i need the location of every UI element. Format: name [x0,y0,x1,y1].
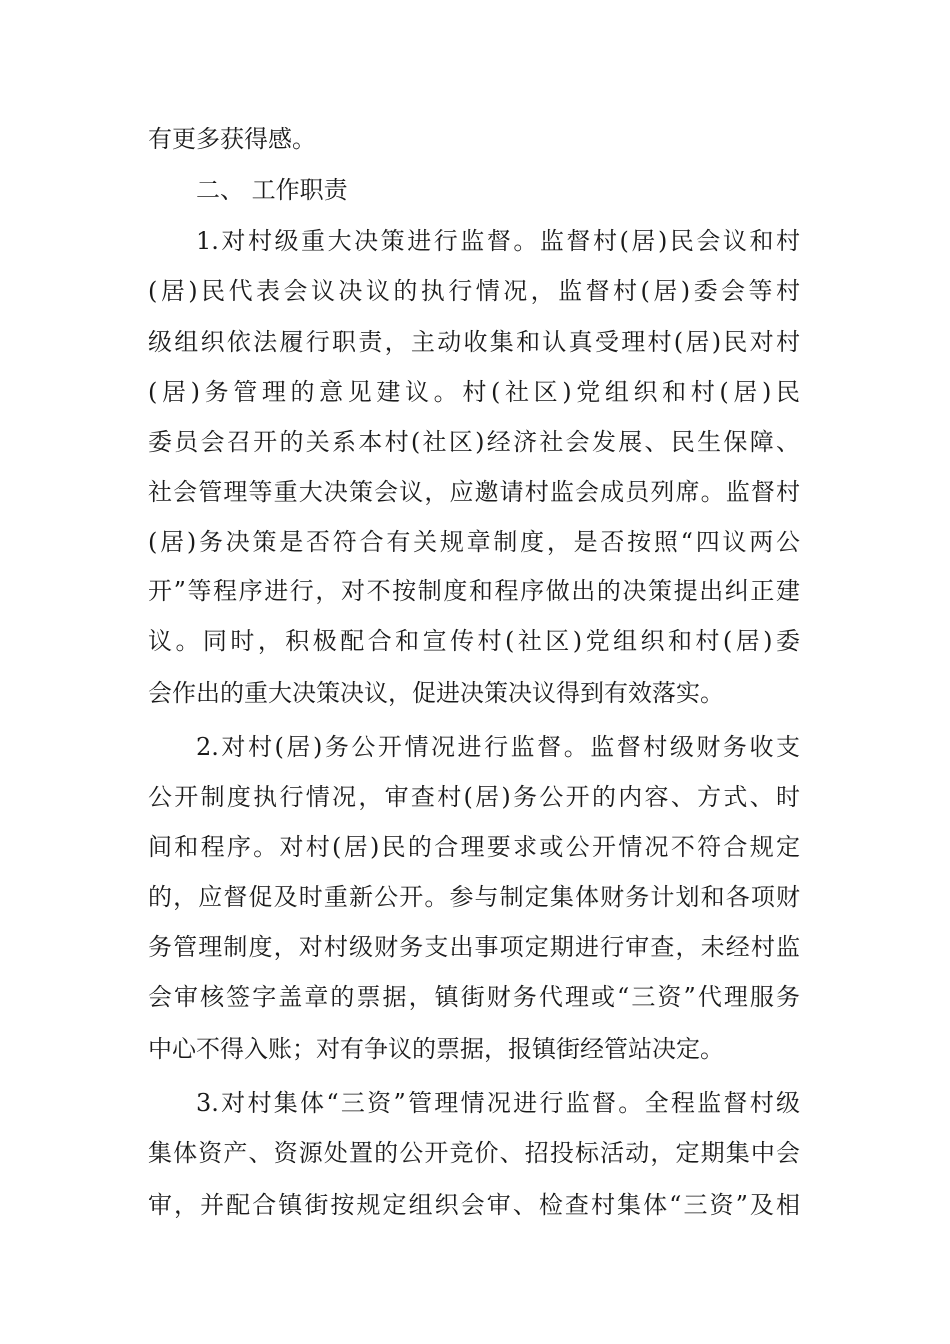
paragraph-line: 务管理制度，对村级财务支出事项定期进行审查，未经村监 [148,933,800,961]
paragraph-line: (居)民代表会议决议的执行情况，监督村(居)委会等村 [148,277,800,305]
paragraph-line: 中心不得入账；对有争议的票据，报镇街经管站决定。 [148,1035,724,1063]
paragraph-line: 1.对村级重大决策进行监督。监督村(居)民会议和村 [196,227,800,255]
paragraph-line: 间和程序。对村(居)民的合理要求或公开情况不符合规定 [148,833,800,861]
paragraph-line: 公开制度执行情况，审查村(居)务公开的内容、方式、时 [148,783,800,811]
paragraph-line: (居)务管理的意见建议。村(社区)党组织和村(居)民 [148,378,800,406]
paragraph-line: 委员会召开的关系本村(社区)经济社会发展、民生保障、 [148,428,800,456]
paragraph-line: 会作出的重大决策决议，促进决策决议得到有效落实。 [148,679,724,707]
paragraph-line: 议。同时，积极配合和宣传村(社区)党组织和村(居)委 [148,627,800,655]
paragraph-line: 级组织依法履行职责，主动收集和认真受理村(居)民对村 [148,328,800,356]
paragraph-line: 会审核签字盖章的票据，镇街财务代理或“三资”代理服务 [148,983,800,1011]
section-heading: 二、 工作职责 [196,176,348,204]
paragraph-line: 3.对村集体“三资”管理情况进行监督。全程监督村级 [196,1089,800,1117]
paragraph-line: 2.对村(居)务公开情况进行监督。监督村级财务收支 [196,733,800,761]
paragraph-line: 审，并配合镇街按规定组织会审、检查村集体“三资”及相 [148,1191,800,1219]
paragraph-line: 开”等程序进行，对不按制度和程序做出的决策提出纠正建 [148,577,800,605]
paragraph-line: 有更多获得感。 [148,125,316,153]
paragraph-line: 社会管理等重大决策会议，应邀请村监会成员列席。监督村 [148,478,800,506]
paragraph-line: (居)务决策是否符合有关规章制度，是否按照“四议两公 [148,528,800,556]
paragraph-line: 的，应督促及时重新公开。参与制定集体财务计划和各项财 [148,883,800,911]
paragraph-line: 集体资产、资源处置的公开竞价、招投标活动，定期集中会 [148,1139,800,1167]
